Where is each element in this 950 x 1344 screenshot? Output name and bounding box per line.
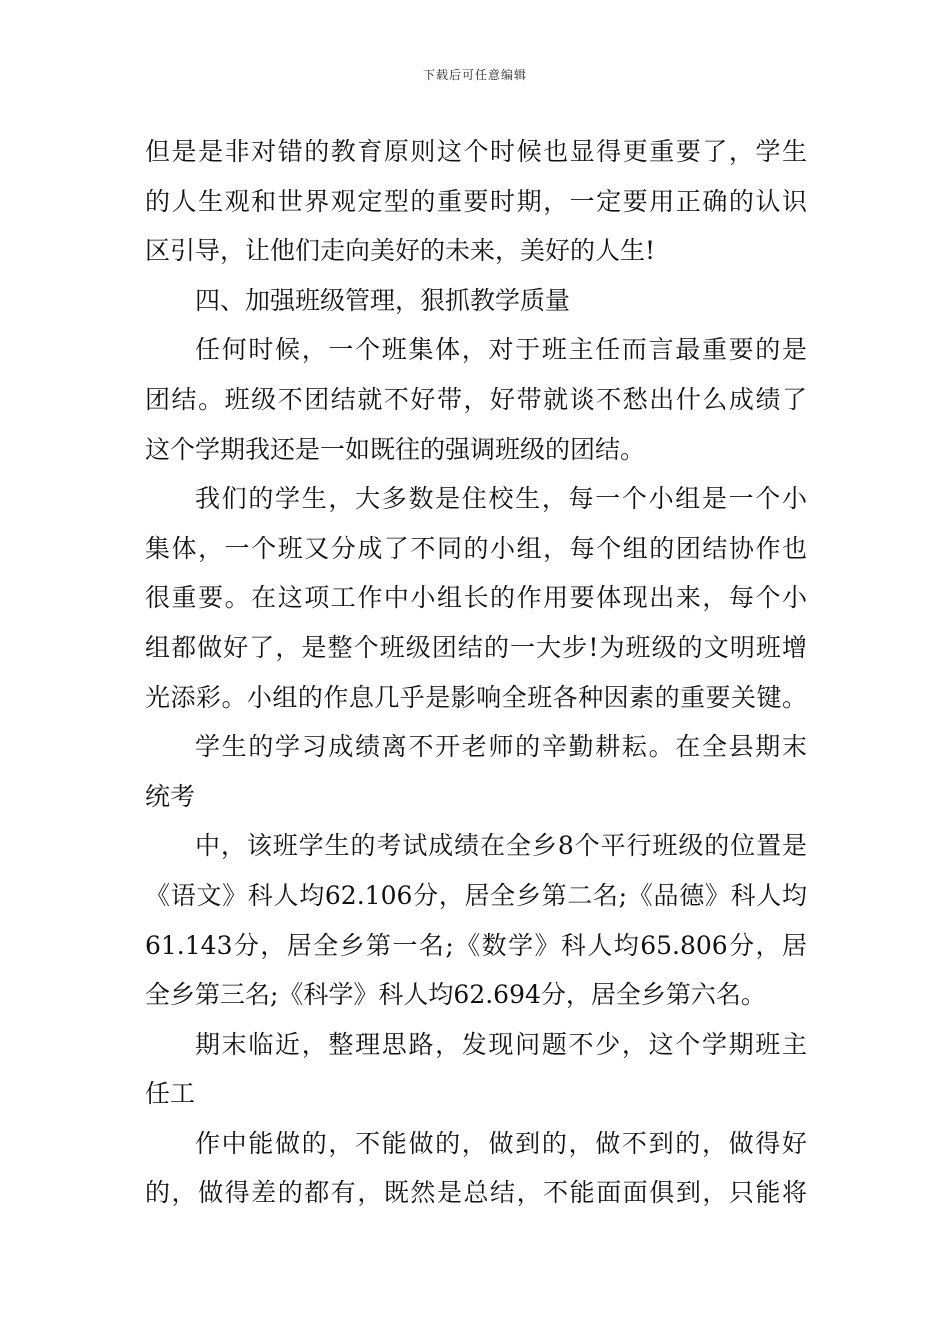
text-line: 期末临近，整理思路，发现问题不少，这个学期班主 [195,1029,807,1059]
text-line: 的，做得差的都有，既然是总结，不能面面俱到，只能将 [145,1178,807,1208]
text-line: 中，该班学生的考试成绩在全乡8个平行班级的位置是 [195,831,807,861]
text-line: 四、加强班级管理，狠抓教学质量 [195,285,571,315]
text-line: 团结。班级不团结就不好带，好带就谈不愁出什么成绩了 [145,384,807,414]
page-header: 下载后可任意编辑 [422,68,527,82]
text-line: 《语文》科人均62.106分，居全乡第二名;《品德》科人均 [145,880,807,910]
text-line: 这个学期我还是一如既往的强调班级的团结。 [145,434,646,464]
text-line: 很重要。在这项工作中小组长的作用要体现出来，每个小 [145,583,807,613]
document-body [145,127,807,1218]
text-line: 的人生观和世界观定型的重要时期，一定要用正确的认识 [145,186,807,216]
text-line: 组都做好了，是整个班级团结的一大步!为班级的文明班增 [145,632,807,662]
text-line: 区引导，让他们走向美好的未来，美好的人生! [145,236,656,266]
text-line: 任工 [145,1079,196,1109]
text-line: 任何时候，一个班集体，对于班主任而言最重要的是 [195,335,807,365]
text-line: 集体，一个班又分成了不同的小组，每个组的团结协作也 [145,533,807,563]
text-line: 学生的学习成绩离不开老师的辛勤耕耘。在全县期末 [195,732,807,762]
text-line: 全乡第三名;《科学》科人均62.694分，居全乡第六名。 [145,980,766,1010]
text-line: 我们的学生，大多数是住校生，每一个小组是一个小 [195,484,807,514]
text-line: 61.143分，居全乡第一名;《数学》科人均65.806分，居 [145,930,807,960]
text-line: 光添彩。小组的作息几乎是影响全班各种因素的重要关键。 [145,682,807,712]
text-line: 统考 [145,781,196,811]
text-line: 作中能做的，不能做的，做到的，做不到的，做得好 [195,1128,807,1158]
text-line: 但是是非对错的教育原则这个时候也显得更重要了，学生 [145,137,807,166]
